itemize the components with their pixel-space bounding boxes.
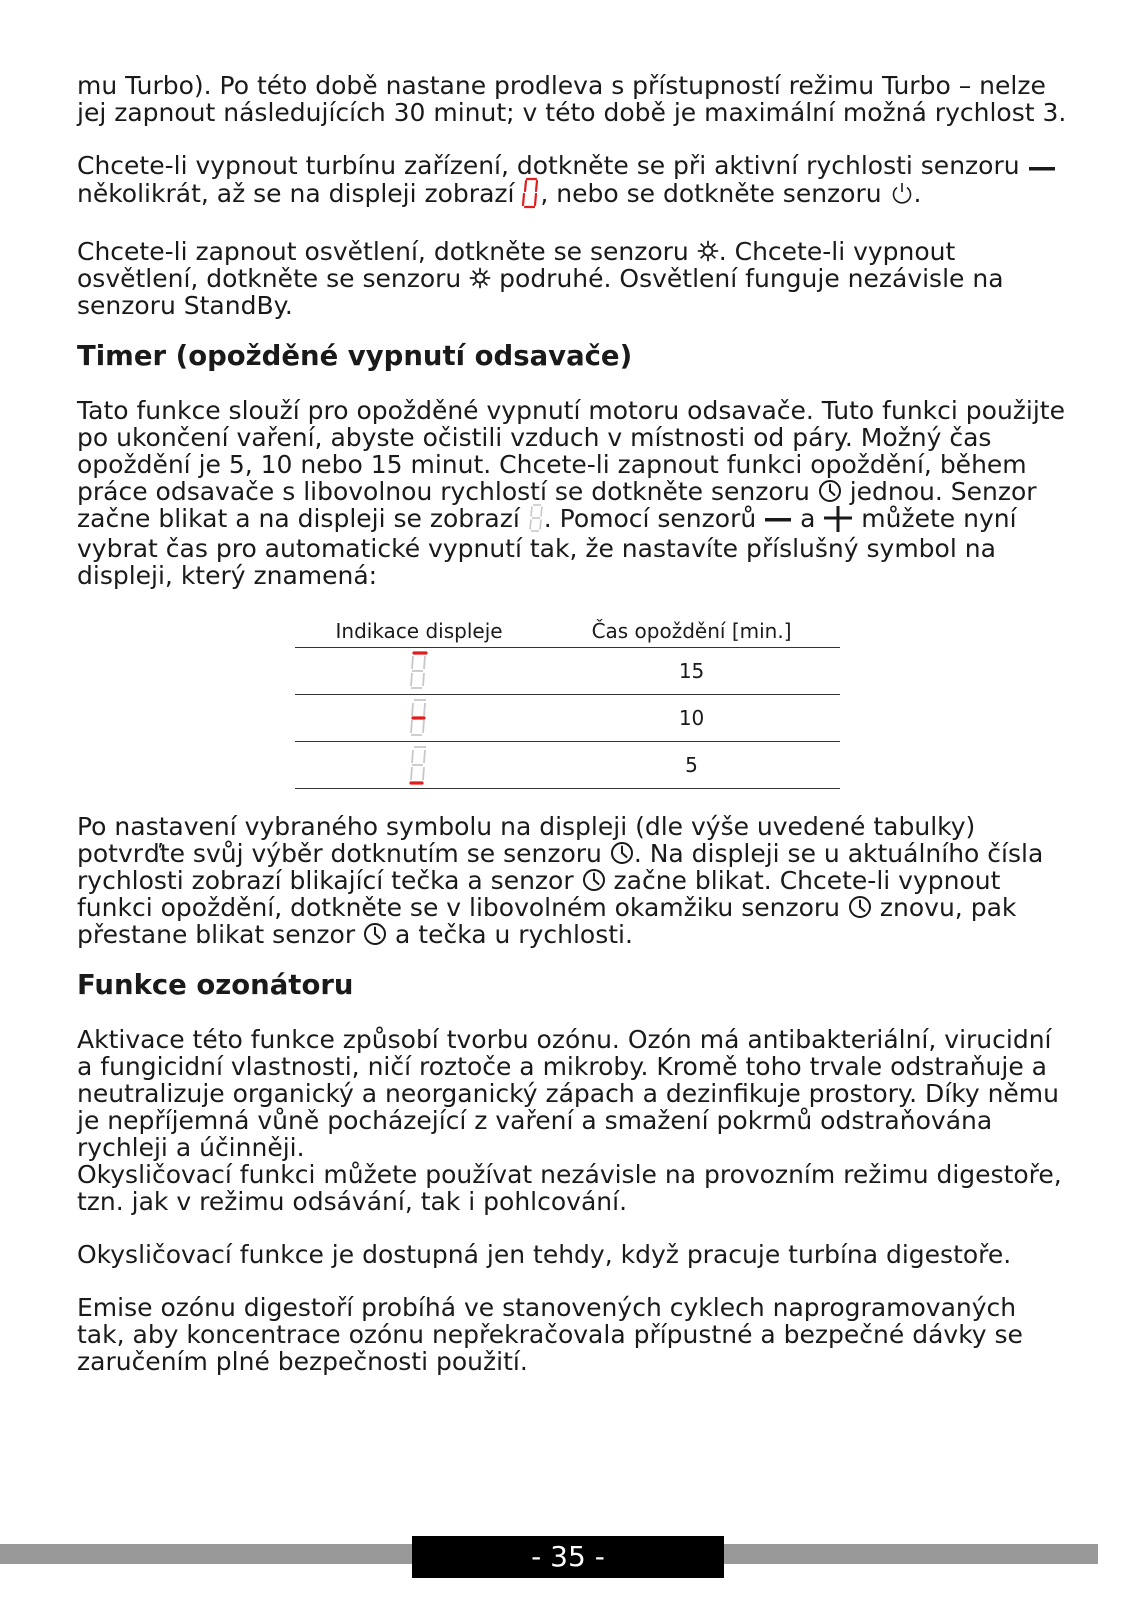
display-segment-bottom-icon [295, 742, 543, 789]
paragraph-ozone-emission: Emise ozónu digestoří probíhá ve stanovených cyklech naprogramovaných tak, aby koncentrace ozónu nepřekračovala přípustné a bezpečné dávky se zaručením plné bezpečnosti použití. [77, 1293, 1023, 1376]
paragraph-timer-confirm [77, 813, 1067, 948]
paragraph-ozone-availability: Okysličovací funkce je dostupná jen tehdy, když pracuje turbína digestoře. [77, 1240, 1012, 1269]
red-zero-display-icon [522, 177, 540, 209]
text: Tato funkce slouží pro opožděné vypnutí motoru odsavače. Tuto funkci použijte po ukončení vaření, abyste očistili vzduch v místnosti od páry. Možný čas opoždění je 5, 10 nebo 15 minut. Chcete-li zapnout funkci opoždění, během práce odsavače s libovolnou rychlostí se dotkněte senzoru [77, 396, 1065, 506]
text: . Pomocí senzorů [543, 504, 765, 533]
text: a [792, 504, 824, 533]
delay-value: 10 [543, 695, 840, 742]
power-icon [890, 181, 914, 205]
delay-value: 15 [543, 648, 840, 695]
text: začne blikat. Chcete-li vypnout funkci opoždění, dotkněte se v libovolném okamžiku senzoru [77, 866, 1001, 922]
timer-table [295, 619, 840, 789]
light-icon [697, 240, 719, 262]
text: . Na displeji se u aktuálního čísla rychlosti zobrazí blikající tečka a senzor [77, 839, 1044, 895]
text: Chcete-li vypnout turbínu zařízení, dotkněte se při aktivní rychlosti senzoru [77, 151, 1028, 180]
page-content [77, 72, 1067, 1375]
column-header-display: Indikace displeje [295, 619, 543, 648]
text: můžete nyní vybrat čas pro automatické vypnutí tak, že nastavíte příslušný symbol na displeji, který znamená: [77, 504, 1017, 590]
light-icon [469, 267, 491, 289]
timer-clock-icon [610, 841, 634, 865]
paragraph-turn-off-turbine [77, 152, 1067, 211]
paragraph-turbo-delay: mu Turbo). Po této době nastane prodleva s přístupností režimu Turbo – nelze jej zapnout následujících 30 minut; v této době je maximální možná rychlost 3. [77, 71, 1067, 127]
table-row [295, 648, 840, 695]
timer-clock-icon [848, 895, 872, 919]
table-row [295, 742, 840, 789]
text: znovu, pak přestane blikat senzor [77, 893, 1017, 949]
heading-ozone: Funkce ozonátoru [77, 969, 354, 1001]
minus-icon [764, 508, 792, 528]
text: podruhé. Osvětlení funguje nezávisle na senzoru StandBy. [77, 264, 1004, 320]
timer-clock-icon [582, 868, 606, 892]
text: , nebo se dotkněte senzoru [540, 179, 890, 208]
table-row [295, 695, 840, 742]
text: jednou. Senzor začne blikat a na displeji se zobrazí [77, 477, 1037, 533]
column-header-delay: Čas opoždění [min.] [543, 619, 840, 648]
paragraph-lighting [77, 238, 1067, 319]
text: několikrát, až se na displeji zobrazí [77, 179, 523, 208]
text: . [913, 179, 922, 208]
page-number: - 35 - [412, 1536, 724, 1578]
text: Chcete-li zapnout osvětlení, dotkněte se senzoru [77, 237, 697, 266]
paragraph-timer-description [77, 397, 1067, 589]
timer-clock-icon [818, 479, 842, 503]
timer-clock-icon [363, 922, 387, 946]
text: a tečka u rychlosti. [387, 920, 633, 949]
heading-timer: Timer (opožděné vypnutí odsavače) [77, 340, 633, 372]
paragraph-ozone-description: Aktivace této funkce způsobí tvorbu ozónu. Ozón má antibakteriální, virucidní a fungicidní vlastnosti, ničí roztoče a mikroby. Kromě toho trvale odstraňuje a neutralizuje organický a neorganický zápach a dezinfikuje prostory. Díky němu je nepříjemná vůně pocházející z vaření a smažení pokrmů odstraňována rychleji a účinněji. [77, 1025, 1060, 1162]
plus-icon [823, 503, 853, 533]
display-segment-top-icon [295, 648, 543, 695]
delay-value: 5 [543, 742, 840, 789]
table-header-row [295, 619, 840, 648]
text: . Chcete-li vypnout osvětlení, dotkněte se senzoru [77, 237, 956, 293]
minus-icon [1028, 155, 1056, 175]
blank-display-icon [528, 503, 544, 533]
text: Po nastavení vybraného symbolu na displeji (dle výše uvedené tabulky) potvrďte svůj výběr dotknutím se senzoru [77, 812, 976, 868]
paragraph-ozone-usage: Okysličovací funkci můžete používat nezávisle na provozním režimu digestoře, tzn. jak v režimu odsávání, tak i pohlcování. [77, 1160, 1062, 1216]
display-segment-middle-icon [295, 695, 543, 742]
